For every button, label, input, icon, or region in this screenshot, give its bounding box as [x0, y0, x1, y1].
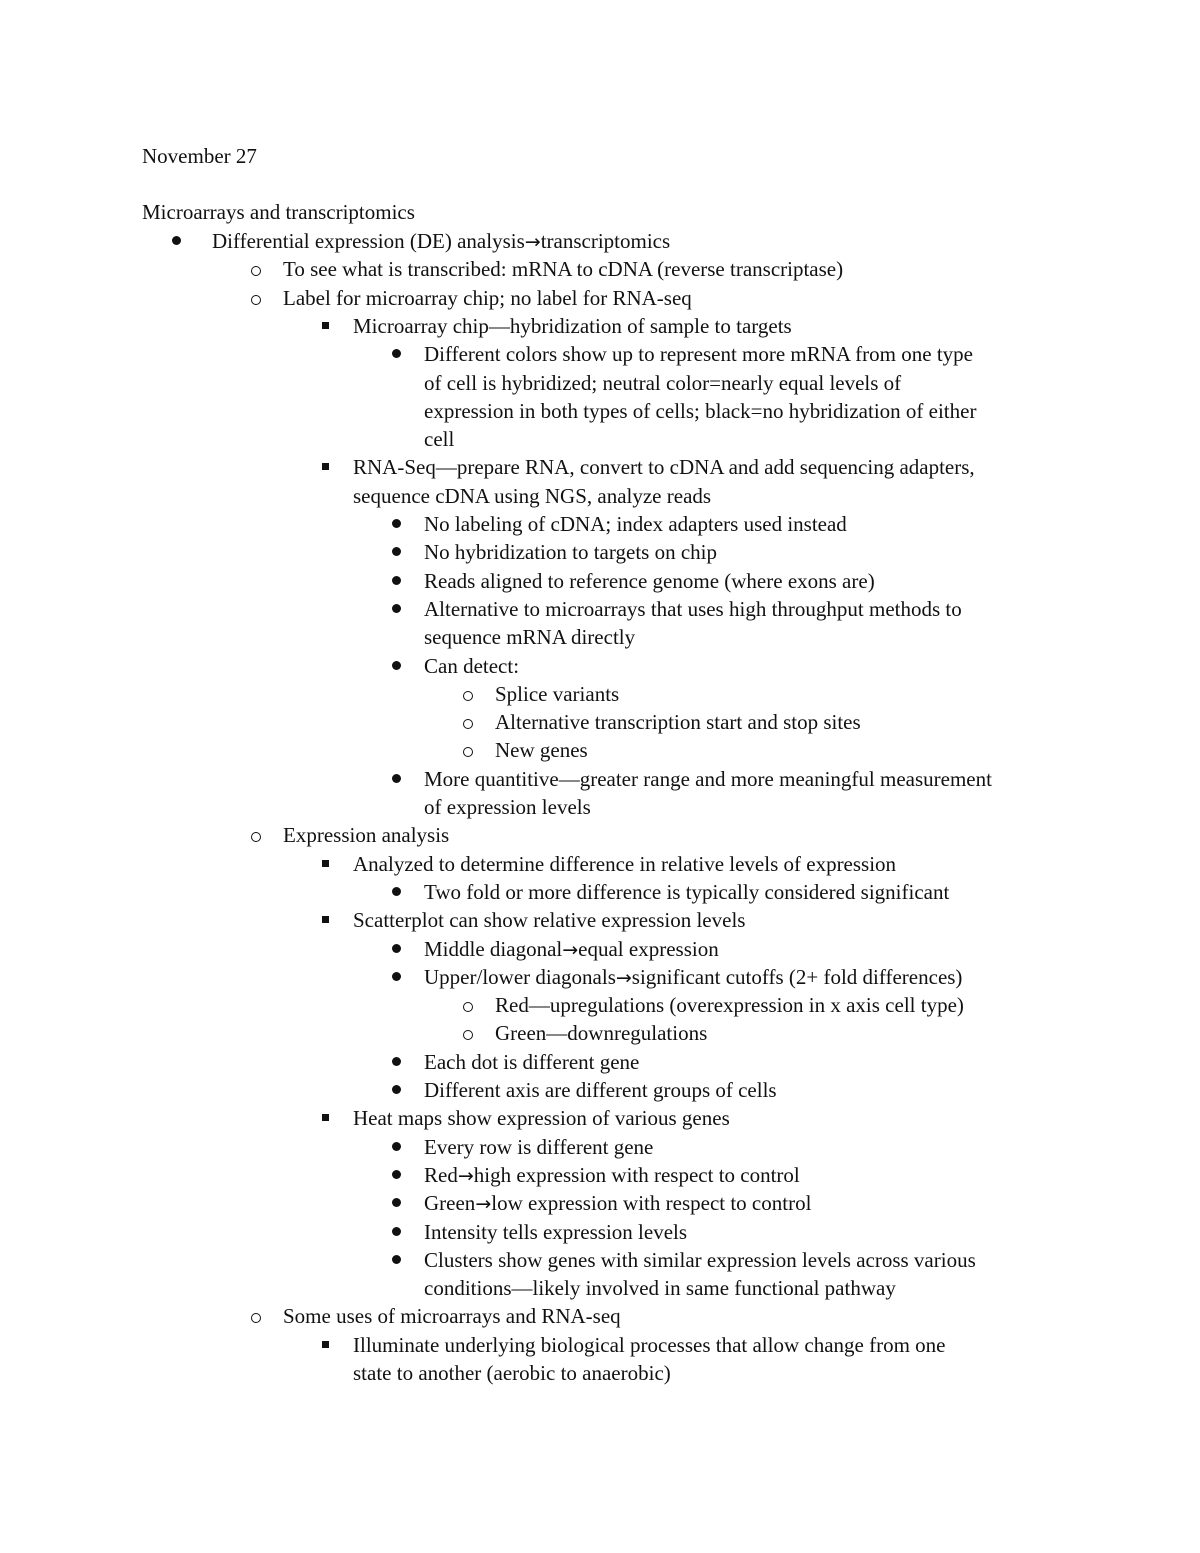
- bullet-dot-icon: [392, 1255, 401, 1264]
- list-item: Green—downregulations: [495, 1021, 708, 1046]
- list-item: Alternative transcription start and stop sites: [495, 710, 861, 735]
- item-text: Green: [424, 1191, 476, 1216]
- list-item: [424, 963, 962, 992]
- item-text: equal expression: [578, 936, 719, 961]
- arrow-right-icon: →: [562, 938, 579, 961]
- bullet-dot-icon: [392, 604, 401, 613]
- list-item: [424, 1189, 811, 1218]
- list-item-continuation: of expression levels: [424, 795, 591, 819]
- list-item: Reads aligned to reference genome (where exons are): [424, 568, 875, 593]
- list-item: Label for microarray chip; no label for RNA-seq: [283, 285, 692, 310]
- bullet-dot-icon: [392, 1142, 401, 1151]
- bullet-dot-icon: [392, 944, 401, 953]
- bullet-dot-icon: [392, 1198, 401, 1207]
- bullet-dot-icon: [392, 774, 401, 783]
- bullet-dot-icon: [392, 349, 401, 358]
- list-item-continuation: sequence cDNA using NGS, analyze reads: [353, 483, 712, 508]
- list-item-continuation: of cell is hybridized; neutral color=nearly equal levels of: [424, 370, 902, 395]
- bullet-circle-icon: [251, 266, 261, 276]
- bullet-dot-icon: [392, 1085, 401, 1094]
- list-item: Scatterplot can show relative expression levels: [353, 908, 746, 933]
- list-item: To see what is transcribed: mRNA to cDNA (reverse transcriptase): [283, 257, 844, 282]
- item-text: significant cutoffs (2+ fold differences): [631, 964, 963, 989]
- bullet-dot-icon: [392, 1057, 401, 1066]
- list-item: [212, 227, 670, 256]
- list-item: Different axis are different groups of cells: [424, 1078, 777, 1102]
- list-item-continuation: conditions—likely involved in same functional pathway: [424, 1276, 896, 1301]
- arrow-right-icon: →: [475, 1193, 492, 1216]
- bullet-circle-icon: [251, 295, 261, 305]
- bullet-square-icon: [322, 463, 329, 470]
- bullet-circle-icon: [463, 691, 473, 701]
- date-heading: November 27: [142, 144, 257, 168]
- bullet-dot-icon: [392, 576, 401, 585]
- list-item: [424, 935, 719, 964]
- bullet-dot-icon: [392, 519, 401, 528]
- list-item: [424, 1161, 800, 1190]
- bullet-dot-icon: [392, 887, 401, 896]
- list-item: Some uses of microarrays and RNA-seq: [283, 1304, 621, 1329]
- list-item: New genes: [495, 738, 588, 763]
- list-item: Microarray chip—hybridization of sample to targets: [353, 313, 792, 338]
- list-item: Clusters show genes with similar expression levels across various: [424, 1247, 976, 1272]
- list-item: Analyzed to determine difference in relative levels of expression: [353, 851, 897, 876]
- bullet-circle-icon: [463, 719, 473, 729]
- bullet-dot-icon: [392, 547, 401, 556]
- list-item-continuation: state to another (aerobic to anaerobic): [353, 1361, 671, 1385]
- list-item-continuation: cell: [424, 427, 455, 452]
- list-item: Expression analysis: [283, 823, 450, 848]
- list-item: RNA-Seq—prepare RNA, convert to cDNA and add sequencing adapters,: [353, 455, 975, 480]
- list-item: Heat maps show expression of various genes: [353, 1106, 730, 1131]
- bullet-circle-icon: [251, 1313, 261, 1323]
- bullet-dot-icon: [392, 1227, 401, 1236]
- list-item: Each dot is different gene: [424, 1049, 640, 1074]
- bullet-square-icon: [322, 322, 329, 329]
- section-title: Microarrays and transcriptomics: [142, 200, 415, 224]
- arrow-right-icon: →: [457, 1164, 474, 1187]
- bullet-square-icon: [322, 916, 329, 923]
- list-item: No hybridization to targets on chip: [424, 540, 717, 565]
- bullet-square-icon: [322, 860, 329, 867]
- item-text: low expression with respect to control: [491, 1191, 812, 1216]
- bullet-square-icon: [322, 1341, 329, 1348]
- bullet-dot-icon: [392, 661, 401, 670]
- bullet-dot-icon: [172, 236, 181, 245]
- list-item-continuation: sequence mRNA directly: [424, 625, 636, 650]
- bullet-circle-icon: [251, 832, 261, 842]
- bullet-dot-icon: [392, 1170, 401, 1179]
- item-text: high expression with respect to control: [473, 1162, 800, 1187]
- list-item: Intensity tells expression levels: [424, 1219, 688, 1244]
- item-text: Differential expression (DE) analysis: [212, 229, 525, 253]
- list-item: Alternative to microarrays that uses high throughput methods to: [424, 596, 962, 621]
- list-item: No labeling of cDNA; index adapters used instead: [424, 512, 847, 536]
- item-text: Upper/lower diagonals: [424, 964, 616, 989]
- list-item: Different colors show up to represent more mRNA from one type: [424, 342, 973, 367]
- bullet-circle-icon: [463, 747, 473, 757]
- bullet-circle-icon: [463, 1030, 473, 1040]
- arrow-right-icon: →: [615, 966, 632, 989]
- item-text: Middle diagonal: [424, 936, 563, 961]
- arrow-right-icon: →: [524, 231, 541, 253]
- list-item: Every row is different gene: [424, 1134, 654, 1159]
- bullet-square-icon: [322, 1114, 329, 1121]
- list-item: More quantitive—greater range and more meaningful measurement: [424, 766, 992, 791]
- list-item-continuation: expression in both types of cells; black=no hybridization of either: [424, 398, 977, 423]
- item-text: Red: [424, 1162, 458, 1187]
- bullet-circle-icon: [463, 1002, 473, 1012]
- list-item: Red—upregulations (overexpression in x axis cell type): [495, 993, 964, 1018]
- list-item: Can detect:: [424, 653, 520, 678]
- bullet-dot-icon: [392, 972, 401, 981]
- item-text: transcriptomics: [540, 229, 671, 253]
- list-item: Two fold or more difference is typically considered significant: [424, 879, 950, 904]
- list-item: Illuminate underlying biological processes that allow change from one: [353, 1332, 946, 1357]
- list-item: Splice variants: [495, 681, 620, 706]
